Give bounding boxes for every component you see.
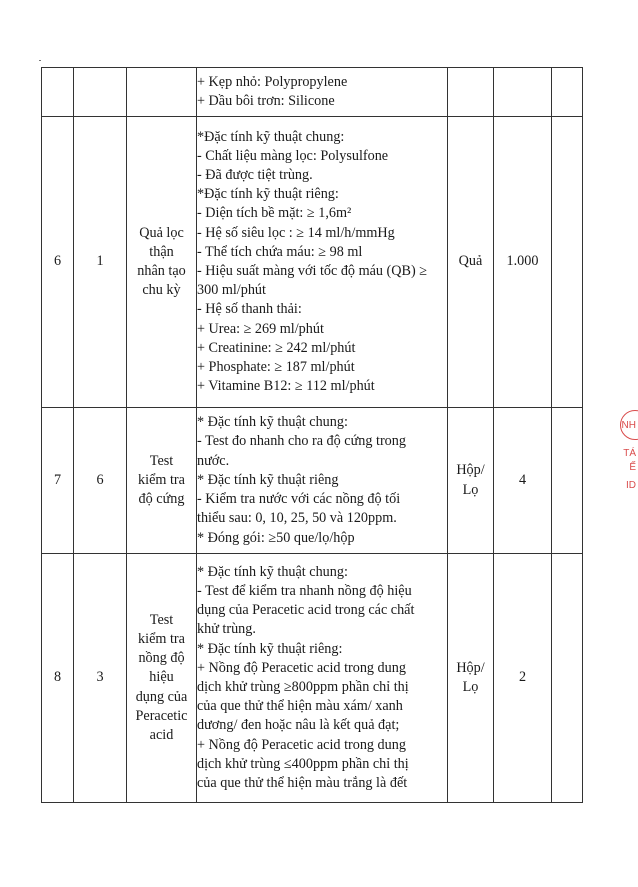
cell-item-name (127, 554, 197, 803)
specification-table (41, 67, 583, 803)
cell-quantity (494, 408, 552, 554)
item-name-line: Test (149, 452, 174, 469)
specification-line: *Đặc tính kỹ thuật riêng: (197, 186, 339, 203)
item-name-line: dụng của (135, 688, 188, 705)
specification-line: - Kiểm tra nước với các nồng độ tối (197, 491, 401, 508)
quantity-value: 1.000 (506, 253, 539, 270)
specification-line: + Urea: ≥ 269 ml/phút (197, 320, 324, 337)
unit-line: Lọ (462, 679, 479, 695)
cell-item-number (74, 117, 127, 408)
cell-empty (552, 554, 583, 803)
unit-line: Hộp/ (456, 659, 485, 676)
specification-line: + Dầu bôi trơn: Silicone (197, 93, 335, 109)
red-stamp-fragment (618, 410, 638, 520)
stt-value: 6 (53, 253, 62, 270)
item-number-value: 6 (96, 471, 104, 488)
quantity-value: 2 (518, 669, 527, 686)
cell-quantity (494, 68, 552, 117)
specification-line: * Đóng gói: ≥50 que/lọ/hộp (197, 529, 355, 546)
specification-line: + Nồng độ Peracetic acid trong dung (197, 736, 406, 753)
table-row (42, 408, 583, 554)
cell-empty (552, 408, 583, 554)
stamp-text-4: ID (626, 480, 636, 491)
cell-unit (448, 68, 494, 117)
specification-line: dụng của Peracetic acid trong các chất (197, 602, 415, 619)
specification-line: *Đặc tính kỹ thuật chung: (197, 128, 345, 145)
specification-line: khử trùng. (197, 621, 256, 638)
specification-line: - Thể tích chứa máu: ≥ 98 ml (197, 243, 363, 260)
cell-specification (197, 117, 448, 408)
specification-line: + Phosphate: ≥ 187 ml/phút (197, 359, 355, 376)
specification-line: + Creatinine: ≥ 242 ml/phút (197, 339, 356, 356)
specification-line: * Đặc tính kỹ thuật chung: (197, 414, 348, 431)
specification-line: + Vitamine B12: ≥ 112 ml/phút (197, 378, 375, 395)
specification-line: của que thử thể hiện màu xám/ xanh (197, 698, 403, 715)
cell-item-name (127, 68, 197, 117)
cell-specification (197, 408, 448, 554)
stt-value: 7 (53, 471, 62, 488)
cell-unit (448, 408, 494, 554)
cell-stt (42, 408, 74, 554)
specification-line: - Hệ số thanh thải: (197, 301, 302, 318)
specification-line: dương/ đen hoặc nâu là kết quả đạt; (197, 717, 400, 734)
unit-line: Lọ (462, 481, 479, 498)
specification-line: * Đặc tính kỹ thuật chung: (197, 563, 348, 580)
cell-stt (42, 117, 74, 408)
item-name-line: thận (149, 243, 174, 260)
unit-line: Hộp/ (456, 462, 485, 479)
specification-line: thiểu sau: 0, 10, 25, 50 và 120ppm. (197, 510, 397, 527)
specification-line: dịch khử trùng ≥800ppm phần chỉ thị (197, 679, 409, 695)
cell-item-name (127, 408, 197, 554)
page-mark (39, 60, 41, 61)
cell-quantity (494, 117, 552, 408)
table-row (42, 68, 583, 117)
item-name-line: độ cứng (138, 491, 185, 508)
specification-line: + Kẹp nhỏ: Polypropylene (197, 73, 348, 90)
stamp-text-2: TÁ (623, 448, 636, 459)
item-number-value: 1 (96, 253, 104, 270)
specification-line: * Đặc tính kỹ thuật riêng: (197, 640, 343, 657)
cell-specification (197, 554, 448, 803)
cell-unit (448, 554, 494, 803)
item-name-line: nồng độ (138, 650, 185, 667)
specification-line: + Nồng độ Peracetic acid trong dung (197, 659, 406, 676)
item-name-line: kiểm tra (138, 630, 185, 647)
stt-value: 8 (53, 669, 62, 686)
stamp-text-1: NH (621, 420, 636, 431)
stamp-text-3: Ế (629, 462, 636, 473)
cell-item-name (127, 117, 197, 408)
specification-line: dịch khử trùng ≤400ppm phần chỉ thị (197, 755, 409, 772)
item-name-line: kiểm tra (138, 471, 185, 488)
unit-line: Quả (458, 253, 483, 270)
specification-line: - Test đo nhanh cho ra độ cứng trong (197, 433, 406, 450)
specification-line: - Diện tích bề mặt: ≥ 1,6m² (197, 205, 352, 222)
specification-line: * Đặc tính kỹ thuật riêng (197, 471, 339, 488)
specification-line: - Hiệu suất màng với tốc độ máu (QB) ≥ (197, 263, 428, 279)
cell-unit (448, 117, 494, 408)
cell-empty (552, 68, 583, 117)
item-number-value: 3 (96, 669, 104, 686)
specification-line: - Test để kiểm tra nhanh nồng độ hiệu (197, 582, 412, 599)
cell-item-number (74, 68, 127, 117)
item-name-line: chu kỳ (142, 282, 181, 299)
specification-line: - Hệ số siêu lọc : ≥ 14 ml/h/mmHg (197, 224, 395, 241)
item-name-line: Peracetic (135, 707, 188, 724)
cell-empty (552, 117, 583, 408)
item-name-line: Test (149, 611, 174, 628)
item-name-line: nhân tạo (137, 263, 186, 279)
specification-line: - Chất liệu màng lọc: Polysulfone (197, 147, 389, 164)
cell-quantity (494, 554, 552, 803)
item-name-line: hiệu (149, 669, 174, 686)
item-name-line: acid (149, 727, 174, 743)
specification-line: nước. (197, 452, 230, 469)
specification-line: - Đã được tiệt trùng. (197, 166, 313, 183)
item-name-line: Quả lọc (139, 224, 184, 241)
cell-stt (42, 68, 74, 117)
specification-line: của que thử thể hiện màu trắng là đết (197, 775, 408, 792)
cell-item-number (74, 554, 127, 803)
quantity-value: 4 (518, 471, 527, 488)
cell-specification (197, 68, 448, 117)
table-row (42, 554, 583, 803)
cell-stt (42, 554, 74, 803)
cell-item-number (74, 408, 127, 554)
specification-line: 300 ml/phút (197, 282, 266, 299)
table-row (42, 117, 583, 408)
